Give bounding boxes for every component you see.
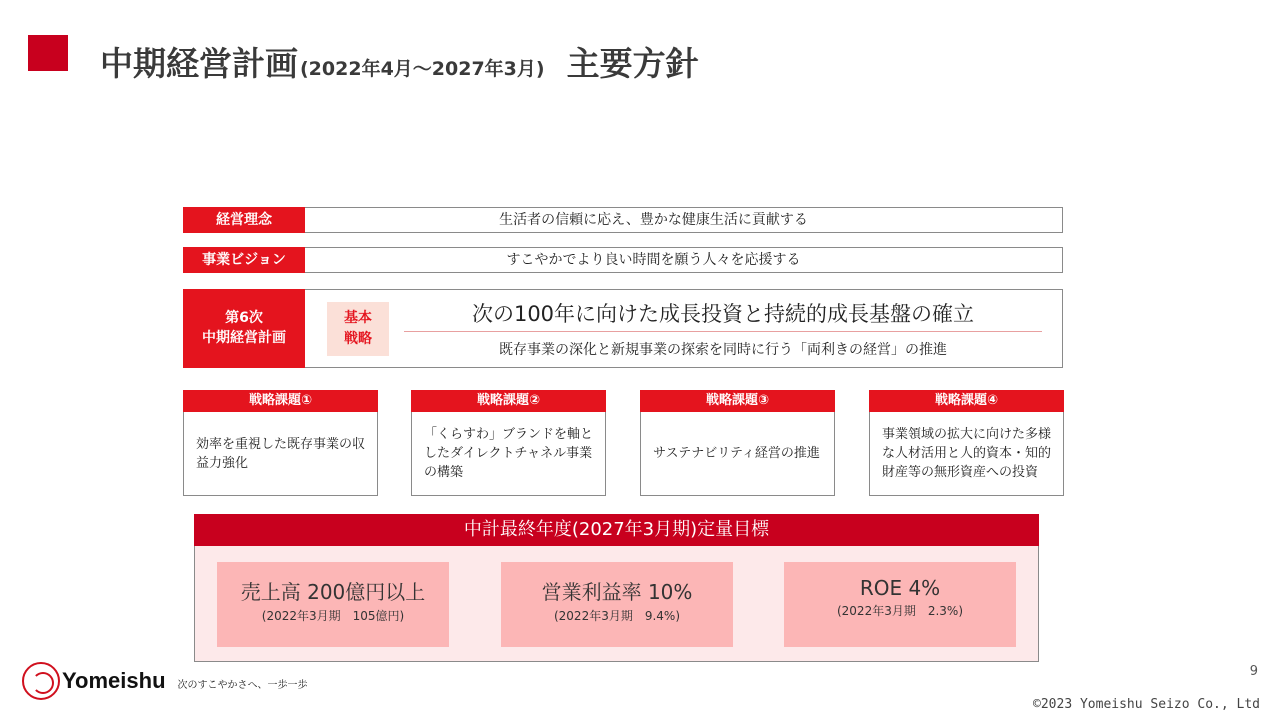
main-strategy: 次の100年に向けた成長投資と持続的成長基盤の確立 <box>471 302 975 326</box>
title-tail: 主要方針 <box>566 44 699 83</box>
issue-text: 事業領域の拡大に向けた多様な人材活用と人的資本・知的財産等の無形資産への投資 <box>882 427 1052 480</box>
sub-strategy: 既存事業の深化と新規事業の探索を同時に行う「両利きの経営」の推進 <box>499 342 947 358</box>
target-sales <box>217 562 449 647</box>
copyright: ©2023 Yomeishu Seizo Co., Ltd <box>1033 697 1260 712</box>
plan-box <box>183 289 1063 368</box>
page-number: 9 <box>1249 664 1258 679</box>
target-previous: (2022年3月期 9.4%) <box>553 609 681 623</box>
target-roe <box>784 562 1016 647</box>
page-title <box>100 38 699 85</box>
target-previous: (2022年3月期 2.3%) <box>836 604 964 618</box>
strategic-issue-2 <box>411 390 606 496</box>
title-main: 中期経営計画 <box>100 44 298 83</box>
logo-emblem-icon <box>22 662 60 700</box>
issue-head: 戦略課題② <box>411 390 606 412</box>
basic-strategy-tag-line2: 戦略 <box>344 331 372 347</box>
target-main: 営業利益率 10% <box>541 580 693 604</box>
philosophy-label: 経営理念 <box>183 207 305 233</box>
issue-head: 戦略課題① <box>183 390 378 412</box>
company-logo <box>22 662 308 700</box>
plan-label <box>183 289 305 368</box>
plan-label-line2: 中期経営計画 <box>202 330 286 346</box>
target-main: ROE 4% <box>859 576 941 600</box>
target-operating-margin <box>501 562 733 647</box>
vision-text: すこやかでより良い時間を願う人々を応援する <box>506 252 801 268</box>
issue-text: サステナビリティ経営の推進 <box>653 446 820 461</box>
title-accent-square <box>28 35 68 71</box>
strategy-divider <box>404 331 1042 332</box>
strategic-issue-3 <box>640 390 835 496</box>
basic-strategy-tag-line1: 基本 <box>344 310 372 326</box>
plan-label-line1: 第6次 <box>225 310 263 326</box>
philosophy-text: 生活者の信頼に応え、豊かな健康生活に貢献する <box>499 212 808 228</box>
basic-strategy-tag <box>327 302 389 356</box>
strategic-issue-1 <box>183 390 378 496</box>
issue-head: 戦略課題③ <box>640 390 835 412</box>
philosophy-row <box>183 207 1063 233</box>
issue-text: 効率を重視した既存事業の収益力強化 <box>196 436 366 471</box>
target-main: 売上高 200億円以上 <box>240 580 426 604</box>
issue-text: 「くらすわ」ブランドを軸としたダイレクトチャネル事業の構築 <box>424 427 594 480</box>
issue-head: 戦略課題④ <box>869 390 1064 412</box>
quantitative-targets-panel <box>194 514 1039 662</box>
target-previous: (2022年3月期 105億円) <box>261 609 405 623</box>
brand-name: Yomeishu <box>62 668 166 693</box>
strategic-issue-4 <box>869 390 1064 496</box>
targets-heading: 中計最終年度(2027年3月期)定量目標 <box>194 514 1039 546</box>
vision-label: 事業ビジョン <box>183 247 305 273</box>
brand-slogan: 次のすこやかさへ、一歩一歩 <box>177 679 308 691</box>
vision-row <box>183 247 1063 273</box>
title-period: (2022年4月～2027年3月) <box>300 58 545 80</box>
